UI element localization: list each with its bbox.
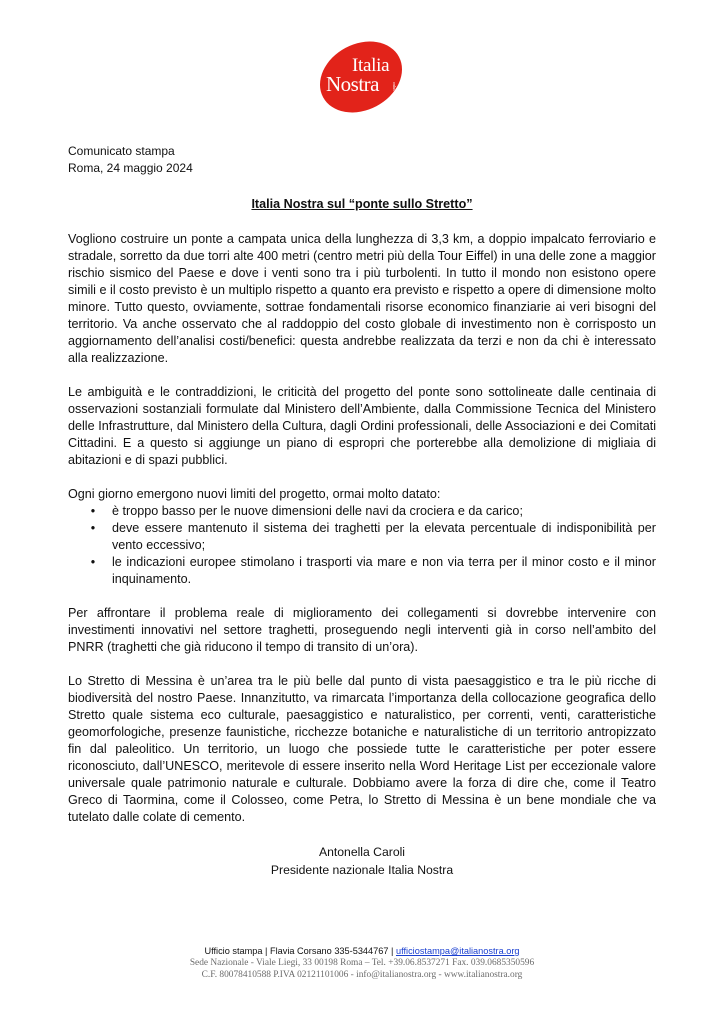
signature-block (68, 843, 656, 879)
bullet-dot-icon: • (90, 521, 96, 535)
press-release-body (68, 143, 656, 879)
press-office-contact: Ufficio stampa | Flavia Corsano 335-5344767 | (204, 946, 396, 956)
bullet-dot-icon: • (90, 555, 96, 569)
page-footer (0, 945, 724, 981)
signatory-role: Presidente nazionale Italia Nostra (270, 863, 454, 877)
italia-nostra-logo (318, 44, 410, 114)
logo-text (318, 44, 410, 114)
document-title: Italia Nostra sul “ponte sullo Stretto” (251, 197, 473, 211)
paragraph-ferries: Per affrontare il problema reale di miglioramento dei collegamenti si dovrebbe intervenire con investimenti innovativi nel settore traghetti, proseguendo negli interventi già in corso nell’ambito del PNRR (traghetti che già riducono il tempo di transito di un’ora). (68, 606, 656, 654)
logo-text-italia: Italia (352, 55, 390, 76)
limits-bullet-list (68, 503, 656, 588)
footer-press-office (0, 945, 724, 957)
paragraph-strait-heritage: Lo Stretto di Messina è un’area tra le più belle dal punto di vista paesaggistico e tra le più ricche di biodiversità del nostro Paese. Innanzitutto, va rimarcata l’importanza della collocazione geografica dello Stretto quale sistema eco culturale, paesaggistico e naturalistico, per correnti, venti, caratteristiche geomorfologiche, presenze faunistiche, ricchezze botaniche e naturalistiche di un territorio antropizzato fin dal paleolitico. Un territorio, un luogo che possiede tutte le caratteristiche per poter essere riconosciuto, dall’UNESCO, meritevole di essere inserito nella Word Heritage List per eccezionale valore universale quale patrimonio naturale e culturale. Dobbiamo avere la forza di dire che, come il Teatro Greco di Taormina, come il Colosseo, come Petra, lo Stretto di Messina è un bene mondiale che va tutelato dalle colate di cemento. (68, 674, 656, 824)
logo-onlus-mark: onlus (392, 82, 397, 91)
paragraph-costs: Vogliono costruire un ponte a campata unica della lunghezza di 3,3 km, a doppio impalcato ferroviario e stradale, sorretto da due torri alte 400 metri (centro metri più della Tour Eiffel) in una delle zone a maggior rischio sismico del Paese e dove i venti sono tra i più turbolenti. In tutto il mondo non esistono opere simili e il costo previsto è un multiplo rispetto a quanto era previsto e rispetto a opere di dimensione molto minore. Tutto questo, ovviamente, sottrae fondamentali risorse economico finanziarie ai veri bisogni del territorio. Va anche osservato che al raddoppio del costo globale di investimento non è corrisposto un aggiornamento dell’analisi costi/benefici: questa andrebbe realizzata da terzi e non da chi è interessato alla realizzazione. (68, 232, 656, 365)
paragraph-criticisms: Le ambiguità e le contraddizioni, le criticità del progetto del ponte sono sottolineate dalle centinaia di osservazioni sostanziali formulate dal Ministero dell’Ambiente, dalla Commissione Tecnica del Ministero delle Infrastrutture, dal Ministero della Cultura, dagli Ordini professionali, delle Associazioni e dei Comitati Cittadini. E a questo si aggiunge un piano di espropri che porterebbe alla demolizione di migliaia di abitazioni e di spazi pubblici. (68, 385, 656, 467)
signatory-name: Antonella Caroli (318, 845, 406, 859)
bullet-dot-icon: • (90, 504, 96, 518)
place-date: Roma, 24 maggio 2024 (68, 161, 193, 175)
bullet-text: è troppo basso per le nuove dimensioni delle navi da crociera e da carico; (112, 504, 523, 518)
logo-text-nostra: Nostra (326, 72, 379, 96)
bullet-item (68, 503, 656, 520)
bullet-text: le indicazioni europee stimolano i trasporti via mare e non via terra per il minor costo e il minor inquinamento. (112, 555, 656, 586)
footer-fiscal-info: C.F. 80078410588 P.IVA 02121101006 - info@italianostra.org - www.italianostra.org (201, 970, 523, 980)
document-type-label: Comunicato stampa (68, 144, 175, 158)
bullet-text: deve essere mantenuto il sistema dei traghetti per la elevata percentuale di indisponibilità per vento eccessivo; (112, 521, 656, 552)
footer-address: Sede Nazionale - Viale Liegi, 33 00198 Roma – Tel. +39.06.8537271 Fax. 039.0685350596 (189, 958, 535, 968)
paragraph-limits-intro: Ogni giorno emergono nuovi limiti del progetto, ormai molto datato: (68, 487, 441, 501)
press-email-link[interactable]: ufficiostampa@italianostra.org (395, 946, 520, 956)
bullet-item (68, 520, 656, 554)
bullet-item (68, 554, 656, 588)
